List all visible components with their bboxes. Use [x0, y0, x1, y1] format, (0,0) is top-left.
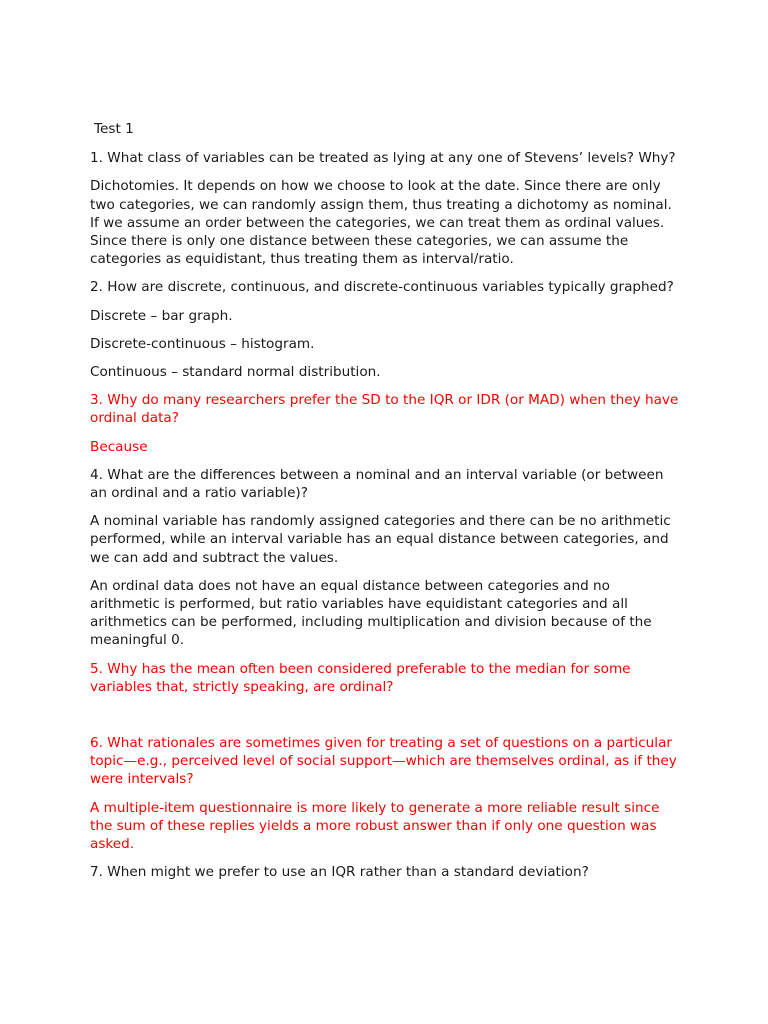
document-title: Test 1 — [94, 121, 134, 137]
answer-4-paragraph-1: A nominal variable has randomly assigned categories and there can be no arithmetic performed, while an interval variable has an equal distance between categories, and we can add and subtract the values. — [90, 513, 671, 566]
blank-answer-space — [90, 706, 680, 734]
document-page — [90, 120, 680, 892]
answer-2-continuous: Continuous – standard normal distribution. — [90, 364, 381, 381]
answer-1: Dichotomies. It depends on how we choose to look at the date. Since there are only two categories, we can randomly assign them, thus treating a dichotomy as nominal. If we assume an order between the categories, we can treat them as ordinal values. Since there is only one distance between these categories, we can assume the categories as equidistant, thus treating them as interval/ratio. — [90, 178, 672, 268]
question-3: 3. Why do many researchers prefer the SD to the IQR or IDR (or MAD) when they have ordinal data? — [90, 392, 679, 427]
question-4: 4. What are the differences between a nominal and an interval variable (or between an ordinal and a ratio variable)? — [90, 466, 664, 502]
question-5: 5. Why has the mean often been considered preferable to the median for some variables that, strictly speaking, are ordinal? — [90, 660, 631, 695]
question-7: 7. When might we prefer to use an IQR rather than a standard deviation? — [90, 864, 589, 881]
answer-2-discrete-continuous: Discrete-continuous – histogram. — [90, 335, 315, 352]
answer-2-discrete: Discrete – bar graph. — [90, 307, 233, 324]
question-1: 1. What class of variables can be treated as lying at any one of Stevens’ levels? Why? — [90, 150, 676, 167]
answer-6: A multiple-item questionnaire is more likely to generate a more reliable result since the sum of these replies yields a more robust answer than if only one question was asked. — [90, 799, 660, 853]
question-6: 6. What rationales are sometimes given for treating a set of questions on a particular topic—e.g., perceived level of social support—which are themselves ordinal, as if they were intervals? — [90, 735, 677, 788]
answer-3: Because — [90, 438, 148, 455]
question-2: 2. How are discrete, continuous, and discrete-continuous variables typically graphed? — [90, 279, 674, 296]
answer-4-paragraph-2: An ordinal data does not have an equal distance between categories and no arithmetic is performed, but ratio variables have equidistant categories and all arithmetics can be performed, including multiplication and division because of the meaningful 0. — [90, 577, 652, 649]
